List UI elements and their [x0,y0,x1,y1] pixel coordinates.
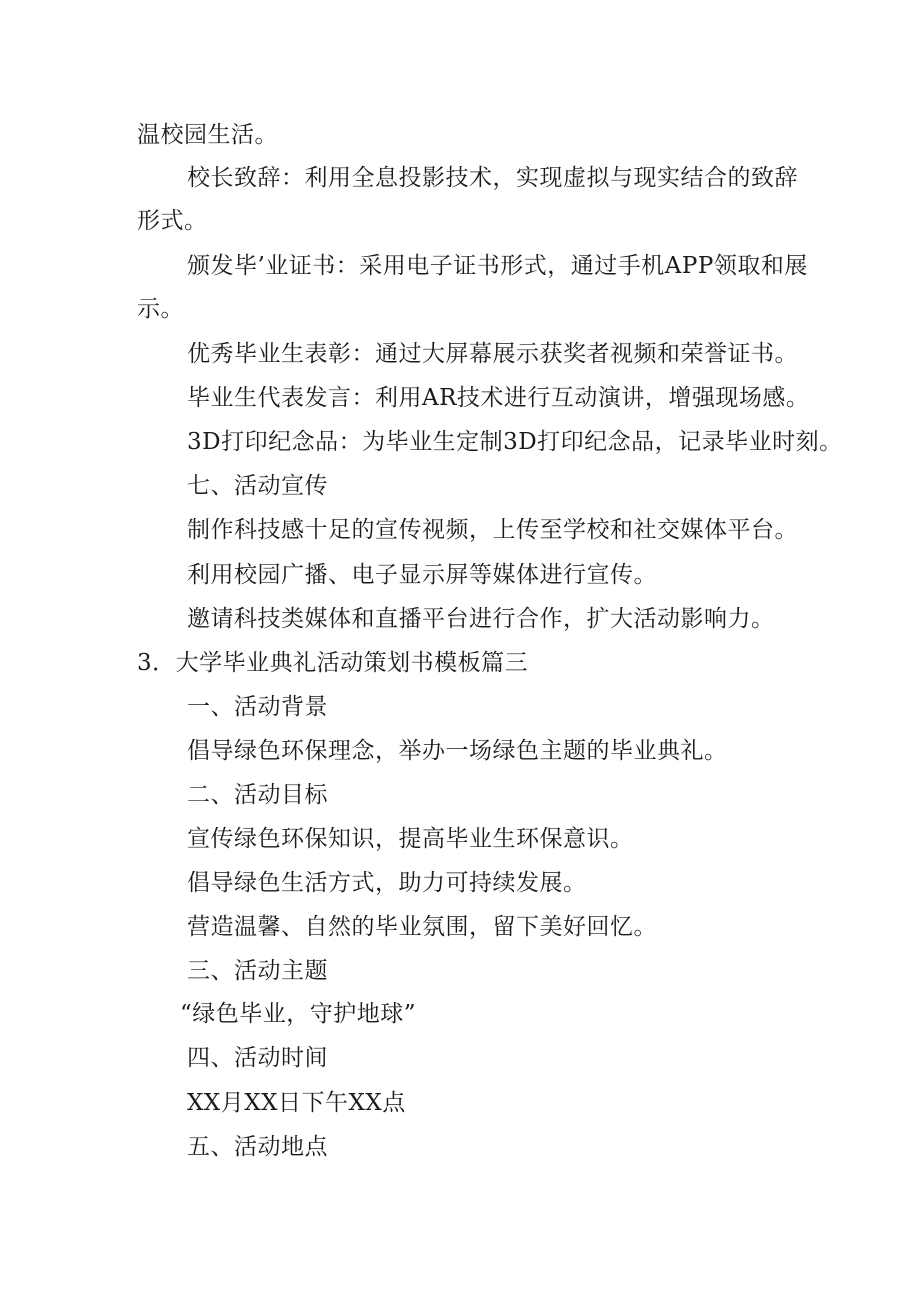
paragraph-line: 倡导绿色环保理念，举办一场绿色主题的毕业典礼。 [187,738,728,764]
paragraph-line: 邀请科技类媒体和直播平台进行合作，扩大活动影响力。 [187,606,775,632]
paragraph-line: 校长致辞：利用全息投影技术，实现虚拟与现实结合的致辞 [187,165,798,191]
paragraph-line: 倡导绿色生活方式，助力可持续发展。 [187,870,587,896]
section-heading: 四、活动时间 [187,1045,328,1071]
section-heading: 三、活动主题 [187,958,328,984]
paragraph-line: 温校园生活。 [137,122,278,148]
section-heading: 七、活动宣传 [187,473,328,499]
theme-quote: “绿色毕业，守护地球” [180,1001,417,1027]
paragraph-line: 形式。 [137,208,208,234]
paragraph-line: 宣传绿色环保知识，提高毕业生环保意识。 [187,826,634,852]
paragraph-line: 颁发毕’业证书：采用电子证书形式，通过手机APP领取和展 [187,253,808,279]
paragraph-line: 毕业生代表发言：利用AR技术进行互动演讲，增强现场感。 [187,385,810,411]
paragraph-line: 利用校园广播、电子显示屏等媒体进行宣传。 [187,562,657,588]
section-heading: 二、活动目标 [187,782,328,808]
paragraph-line: 3D打印纪念品：为毕业生定制3D打印纪念品，记录毕业时刻。 [187,429,843,455]
paragraph-line: 示。 [137,296,184,322]
paragraph-line: 营造温馨、自然的毕业氛围，留下美好回忆。 [187,914,657,940]
paragraph-line: XX月XX日下午XX点 [187,1090,406,1116]
section-heading: 五、活动地点 [187,1134,328,1160]
paragraph-line: 制作科技感十足的宣传视频，上传至学校和社交媒体平台。 [187,517,798,543]
chapter-heading: 3．大学毕业典礼活动策划书模板篇三 [137,650,529,676]
paragraph-line: 优秀毕业生表彰：通过大屏幕展示获奖者视频和荣誉证书。 [187,341,798,367]
section-heading: 一、活动背景 [187,694,328,720]
